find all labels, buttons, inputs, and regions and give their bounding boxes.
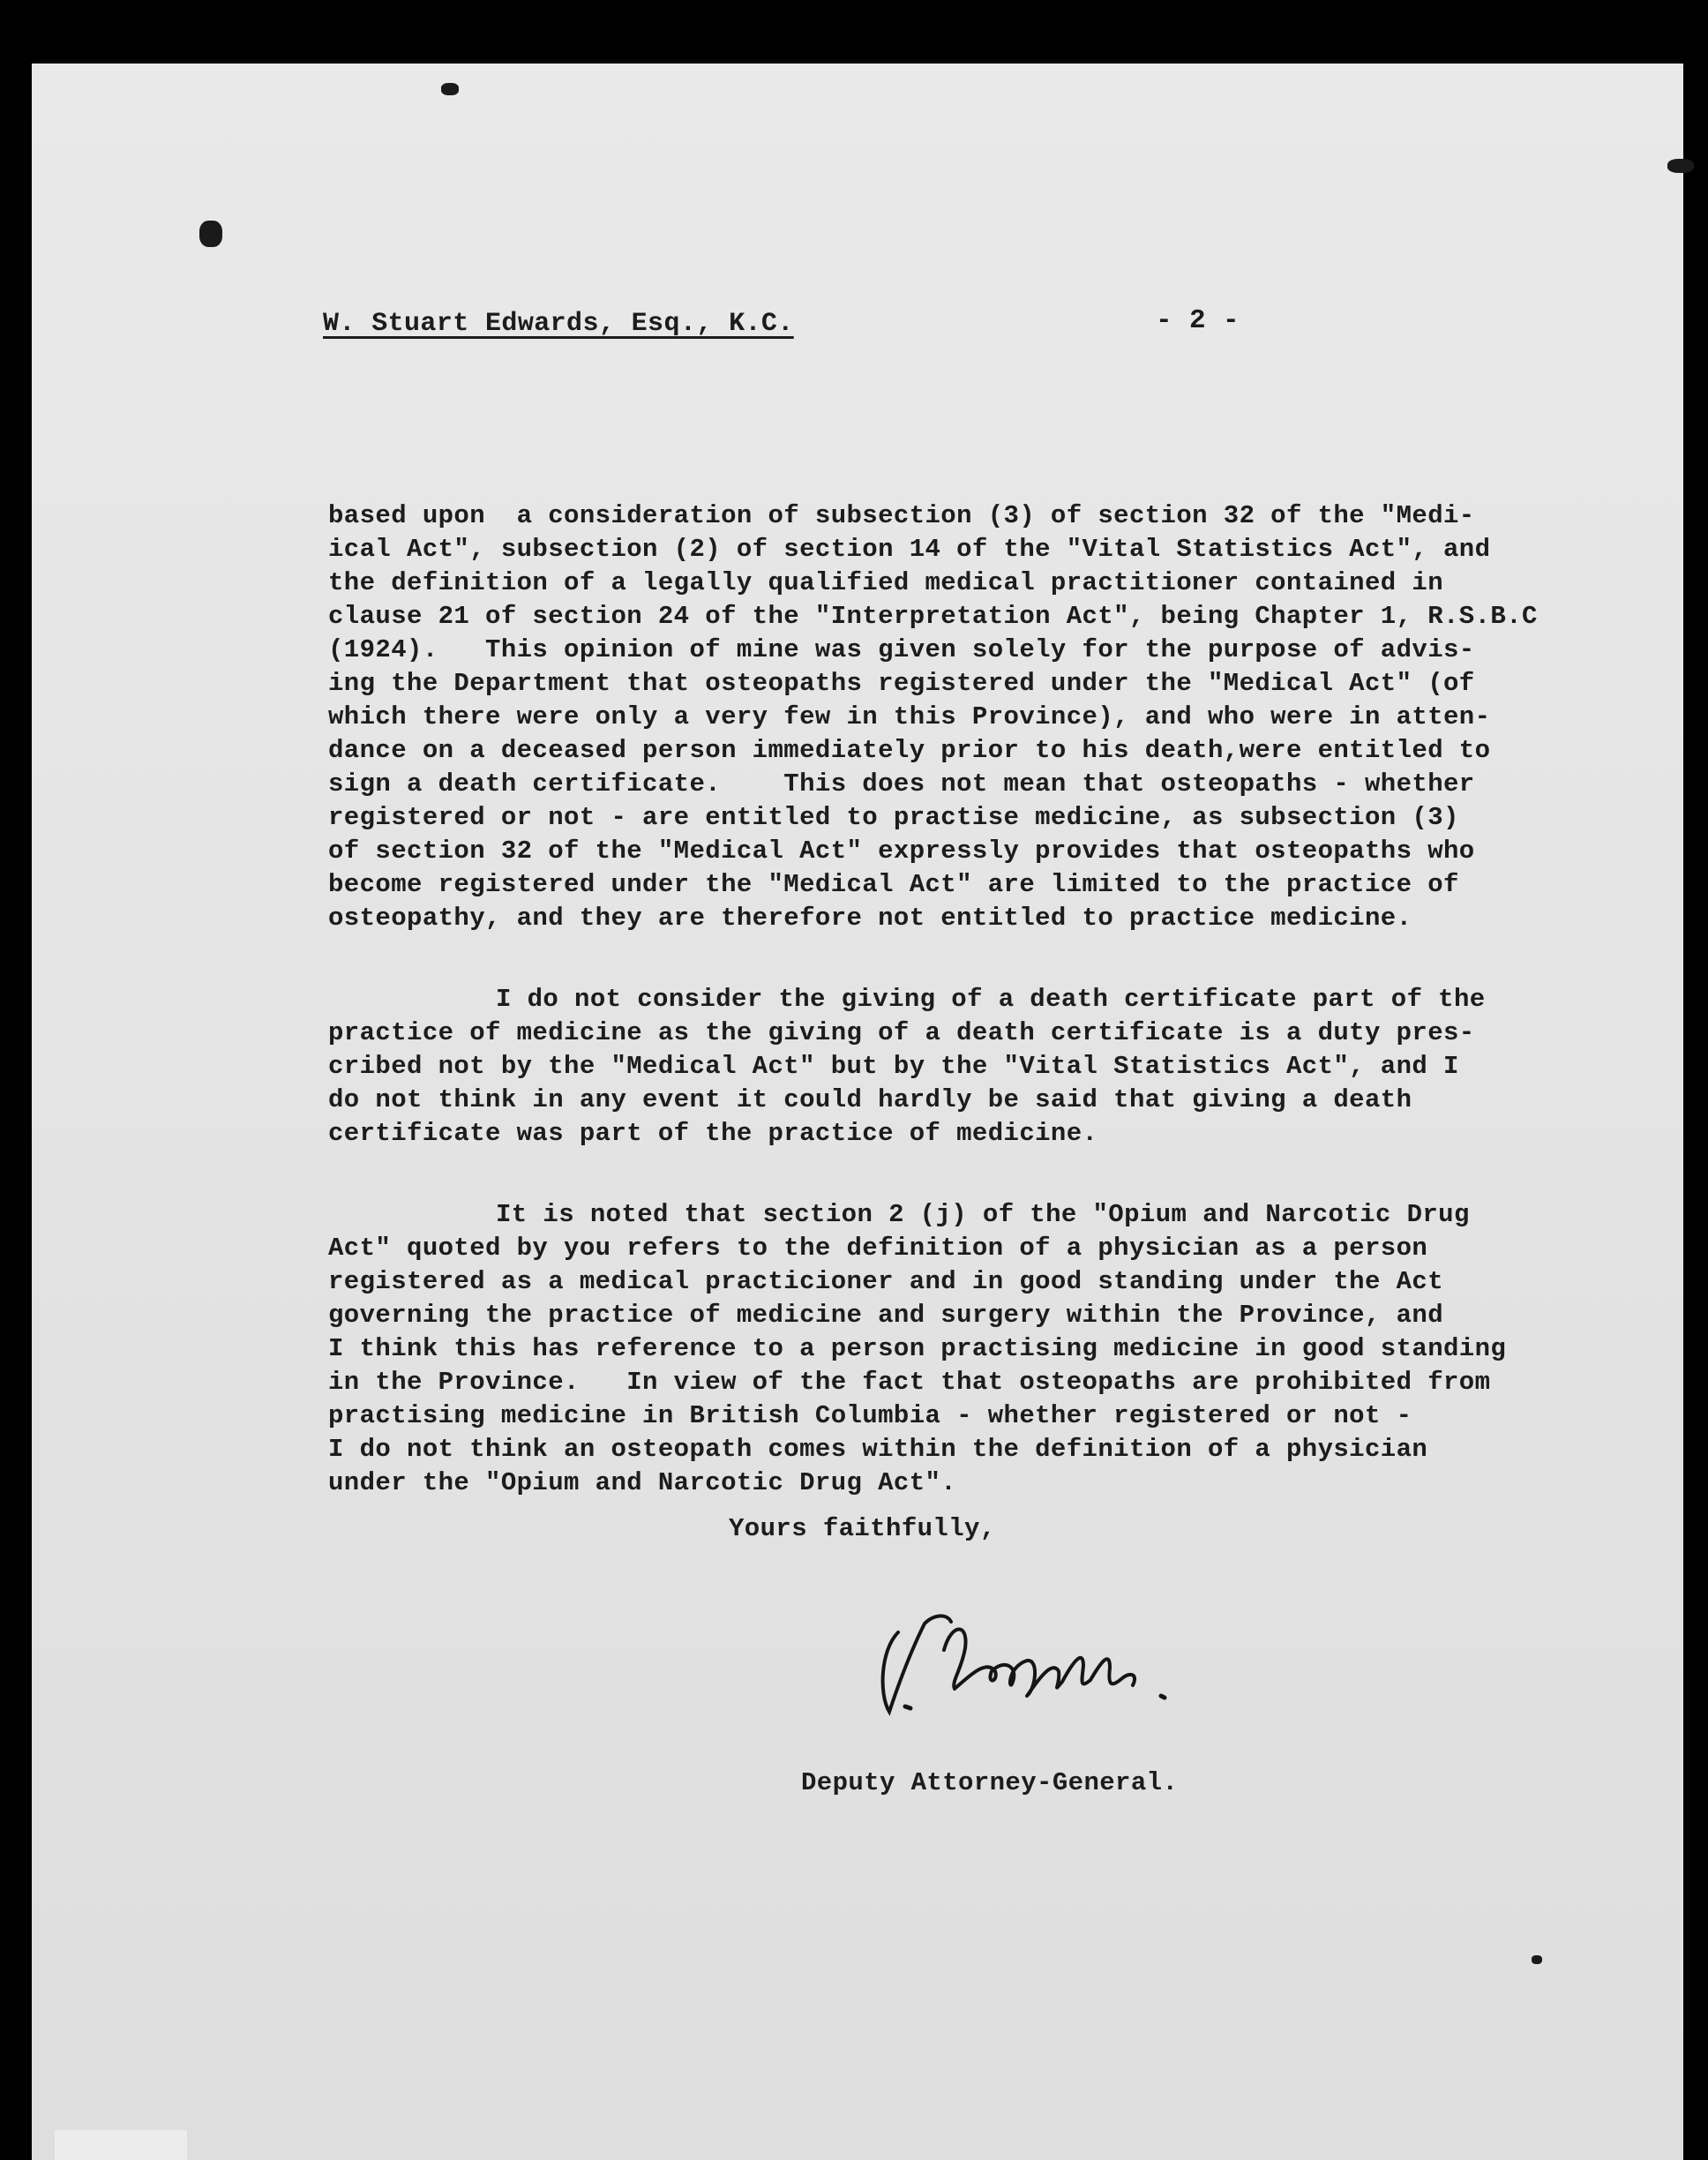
scan-speck: [199, 221, 222, 247]
text-line: which there were only a very few in this Province), and who were in atten-: [328, 702, 1491, 731]
text-line: dance on a deceased person immediately prior to his death,were entitled to: [328, 736, 1491, 765]
text-line: do not think in any event it could hardly be said that giving a death: [328, 1085, 1412, 1114]
text-line: of section 32 of the "Medical Act" expressly provides that osteopaths who: [328, 836, 1475, 866]
handwritten-signature: [863, 1597, 1233, 1729]
text-line: ical Act", subsection (2) of section 14 of the "Vital Statistics Act", and: [328, 535, 1491, 564]
text-line: I think this has reference to a person practising medicine in good standing: [328, 1334, 1507, 1363]
text-line: practising medicine in British Columbia - whether registered or not -: [328, 1401, 1412, 1430]
text-line: Act" quoted by you refers to the definition of a physician as a person: [328, 1234, 1428, 1263]
text-line: the definition of a legally qualified medical practitioner contained in: [328, 568, 1444, 597]
text-line: clause 21 of section 24 of the "Interpretation Act", being Chapter 1, R.S.B.C: [328, 602, 1538, 631]
text-line: governing the practice of medicine and surgery within the Province, and: [328, 1301, 1444, 1330]
signatory-title: Deputy Attorney-General.: [801, 1768, 1179, 1797]
text-line: I do not consider the giving of a death certificate part of the: [496, 985, 1486, 1014]
text-line: It is noted that section 2 (j) of the "Opium and Narcotic Drug: [496, 1200, 1470, 1229]
text-line: cribed not by the "Medical Act" but by the "Vital Statistics Act", and I: [328, 1052, 1459, 1081]
addressee-heading: W. Stuart Edwards, Esq., K.C.: [323, 309, 794, 339]
paragraph-1: [328, 499, 1563, 935]
text-line: practice of medicine as the giving of a death certificate is a duty pres-: [328, 1018, 1475, 1047]
scan-edge-tab: [55, 2130, 187, 2160]
scan-speck: [1532, 1955, 1542, 1964]
paragraph-gap: [328, 1151, 1563, 1198]
text-line: become registered under the "Medical Act" are limited to the practice of: [328, 870, 1459, 899]
text-line: registered as a medical practicioner and in good standing under the Act: [328, 1267, 1444, 1296]
text-line: based upon a consideration of subsection (3) of section 32 of the "Medi-: [328, 501, 1475, 530]
text-line: osteopathy, and they are therefore not entitled to practice medicine.: [328, 904, 1412, 933]
text-line: I do not think an osteopath comes within the definition of a physician: [328, 1435, 1428, 1464]
page-number: - 2 -: [1156, 305, 1240, 336]
text-line: in the Province. In view of the fact that osteopaths are prohibited from: [328, 1368, 1491, 1397]
paragraph-gap: [328, 935, 1563, 983]
text-line: (1924). This opinion of mine was given solely for the purpose of advis-: [328, 635, 1475, 664]
letter-body: [328, 499, 1563, 1500]
text-line: under the "Opium and Narcotic Drug Act".: [328, 1468, 957, 1497]
paragraph-2: [328, 983, 1563, 1151]
scan-speck: [441, 83, 459, 95]
text-line: ing the Department that osteopaths registered under the "Medical Act" (of: [328, 669, 1475, 698]
valediction: Yours faithfully,: [729, 1514, 996, 1543]
text-line: certificate was part of the practice of medicine.: [328, 1119, 1098, 1148]
text-line: sign a death certificate. This does not mean that osteopaths - whether: [328, 769, 1475, 799]
scan-speck: [1667, 159, 1694, 173]
paragraph-3: [328, 1198, 1563, 1500]
text-line: registered or not - are entitled to practise medicine, as subsection (3): [328, 803, 1459, 832]
